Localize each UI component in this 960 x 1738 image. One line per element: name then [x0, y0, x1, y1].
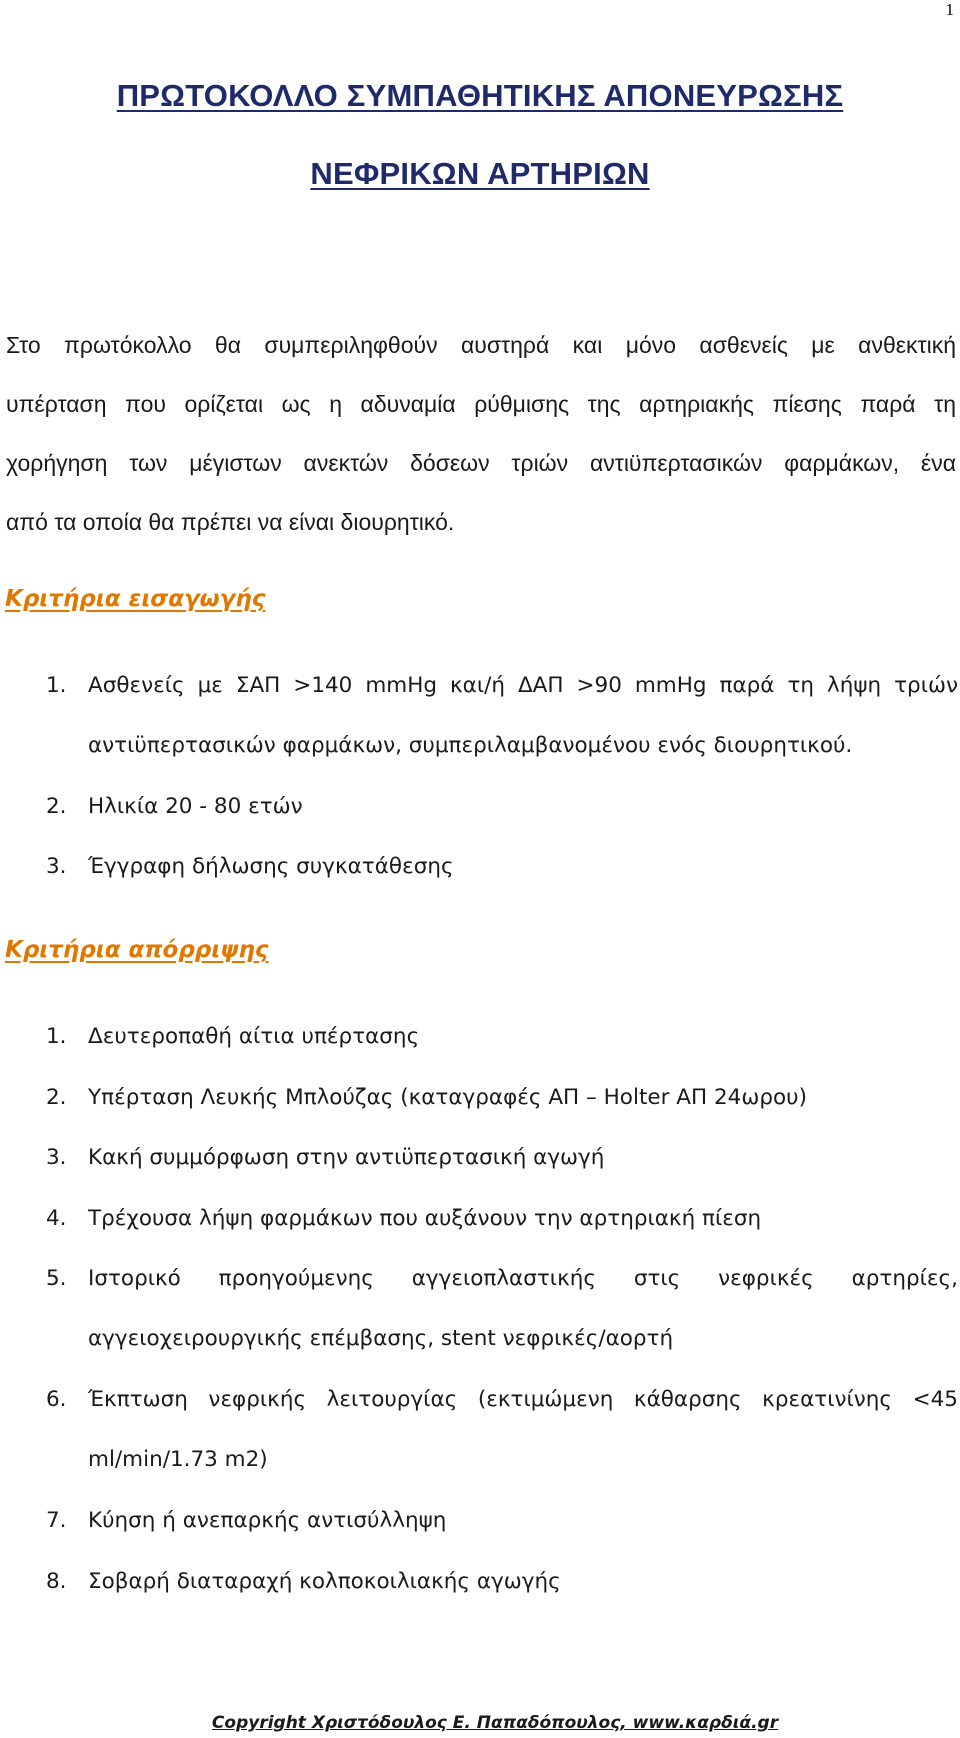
list-number: 2.	[46, 1085, 67, 1110]
list-item-text: Κακή συμμόρφωση στην αντιϋπερτασική αγωγή	[88, 1145, 605, 1170]
list-number: 3.	[46, 1145, 67, 1170]
list-item-text: Ασθενείς με ΣΑΠ >140 mmHg και/ή ΔΑΠ >90 mmHg παρά τη λήψη τριών	[88, 673, 958, 698]
inclusion-criteria-heading: Κριτήρια εισαγωγής	[5, 586, 266, 612]
list-item-text: αγγειοχειρουργικής επέμβασης, stent νεφρικές/αορτή	[88, 1326, 674, 1351]
document-title-line-1: ΠΡΩΤΟΚΟΛΛΟ ΣΥΜΠΑΘΗΤΙΚΗΣ ΑΠΟΝΕΥΡΩΣΗΣ	[116, 78, 844, 113]
list-number: 5.	[46, 1266, 67, 1291]
list-number: 6.	[46, 1387, 67, 1412]
list-number: 1.	[46, 1024, 67, 1049]
list-item-text: Ηλικία 20 - 80 ετών	[88, 794, 303, 819]
intro-line: υπέρταση που ορίζεται ως η αδυναμία ρύθμισης της αρτηριακής πίεσης παρά τη	[6, 391, 956, 417]
list-item-text: Δευτεροπαθή αίτια υπέρτασης	[88, 1024, 420, 1049]
list-number: 2.	[46, 794, 67, 819]
list-item-text: Τρέχουσα λήψη φαρμάκων που αυξάνουν την αρτηριακή πίεση	[88, 1206, 762, 1231]
exclusion-criteria-heading: Κριτήρια απόρριψης	[5, 937, 269, 963]
intro-line: από τα οποία θα πρέπει να είναι διουρητικό.	[6, 509, 455, 535]
copyright-footer: Copyright Χριστόδουλος Ε. Παπαδόπουλος, www.καρδιά.gr	[211, 1713, 779, 1733]
list-number: 8.	[46, 1569, 67, 1594]
list-number: 4.	[46, 1206, 67, 1231]
intro-line: Στο πρωτόκολλο θα συμπεριληφθούν αυστηρά και μόνο ασθενείς με ανθεκτική	[6, 332, 956, 358]
list-number: 3.	[46, 854, 67, 879]
list-item-text: Έκπτωση νεφρικής λειτουργίας (εκτιμώμενη κάθαρσης κρεατινίνης <45	[88, 1387, 958, 1412]
list-item-text: Σοβαρή διαταραχή κολποκοιλιακής αγωγής	[88, 1569, 561, 1594]
intro-line: χορήγηση των μέγιστων ανεκτών δόσεων τριών αντιϋπερτασικών φαρμάκων, ένα	[6, 450, 956, 476]
list-number: 1.	[46, 673, 67, 698]
intro-paragraph	[6, 316, 956, 552]
list-number: 7.	[46, 1508, 67, 1533]
list-item-text: αντιϋπερτασικών φαρμάκων, συμπεριλαμβανομένου ενός διουρητικού.	[88, 733, 853, 758]
list-item-text: ml/min/1.73 m2)	[88, 1447, 268, 1472]
list-item-text: Ιστορικό προηγούμενης αγγειοπλαστικής στις νεφρικές αρτηρίες,	[88, 1266, 958, 1291]
list-item-text: Έγγραφη δήλωσης συγκατάθεσης	[88, 854, 454, 879]
document-title-line-2: ΝΕΦΡΙΚΩΝ ΑΡΤΗΡΙΩΝ	[310, 156, 650, 191]
list-item-text: Υπέρταση Λευκής Μπλούζας (καταγραφές ΑΠ – Holter ΑΠ 24ωρου)	[88, 1085, 807, 1110]
page-number: 1	[945, 0, 954, 19]
list-item-text: Κύηση ή ανεπαρκής αντισύλληψη	[88, 1508, 447, 1533]
